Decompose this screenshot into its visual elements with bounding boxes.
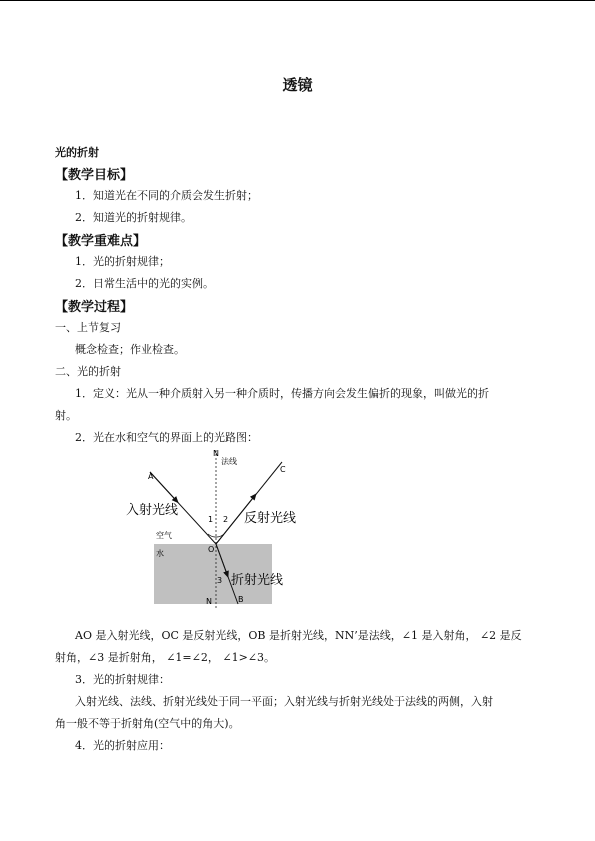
definition-line: 射。 <box>55 409 77 422</box>
page-title: 透镜 <box>282 76 313 94</box>
label-angle-2: 2 <box>223 515 229 524</box>
explanation-line: AO 是入射光线，OC 是反射光线，OB 是折射光线，NN’是法线，∠1 是入射角， ∠2 是反 <box>75 629 522 642</box>
rules-heading: 3．光的折射规律： <box>75 673 170 686</box>
diagram-caption: 2．光在水和空气的界面上的光路图： <box>75 431 258 444</box>
label-incident-ray: 入射光线 <box>126 503 179 518</box>
process-heading: 【教学过程】 <box>55 300 134 315</box>
label-air: 空气 <box>156 531 172 540</box>
label-reflected-ray: 反射光线 <box>244 511 297 526</box>
definition-line: 1．定义：光从一种介质射入另一种介质时，传播方向会发生偏折的现象，叫做光的折 <box>75 387 489 400</box>
label-n-bottom: N <box>206 597 212 606</box>
goal-item: 2．知道光的折射规律。 <box>75 211 192 224</box>
goals-heading: 【教学目标】 <box>55 168 134 183</box>
label-a: A <box>148 472 154 481</box>
label-normal: 法线 <box>221 457 237 466</box>
label-n-top: N <box>213 449 219 458</box>
rule-line: 角一般不等于折射角(空气中的角大)。 <box>55 717 240 730</box>
label-b: B <box>238 595 244 604</box>
label-refracted-ray: 折射光线 <box>231 573 284 588</box>
label-c: C <box>280 465 286 474</box>
review-body: 概念检查；作业检查。 <box>75 343 185 356</box>
keypoints-heading: 【教学重难点】 <box>55 234 147 249</box>
section-subtitle: 光的折射 <box>55 146 99 159</box>
top-rule <box>0 0 595 1</box>
refraction-diagram <box>110 444 320 610</box>
goal-item: 1．知道光在不同的介质会发生折射； <box>75 189 258 202</box>
section-review: 一、上节复习 <box>55 321 121 334</box>
incident-arrow <box>150 472 178 503</box>
label-water: 水 <box>156 549 164 558</box>
explanation-line: 射角，∠3 是折射角， ∠1=∠2， ∠1>∠3。 <box>55 651 275 664</box>
label-angle-1: 1 <box>208 515 214 524</box>
label-o: O <box>208 545 215 554</box>
applications-heading: 4．光的折射应用： <box>75 739 170 752</box>
label-angle-3: 3 <box>217 576 223 585</box>
keypoint-item: 2．日常生活中的光的实例。 <box>75 277 214 290</box>
rule-line: 入射光线、法线、折射光线处于同一平面；入射光线与折射光线处于法线的两侧，入射 <box>75 695 493 708</box>
keypoint-item: 1．光的折射规律； <box>75 255 170 268</box>
section-refraction: 二、光的折射 <box>55 365 121 378</box>
